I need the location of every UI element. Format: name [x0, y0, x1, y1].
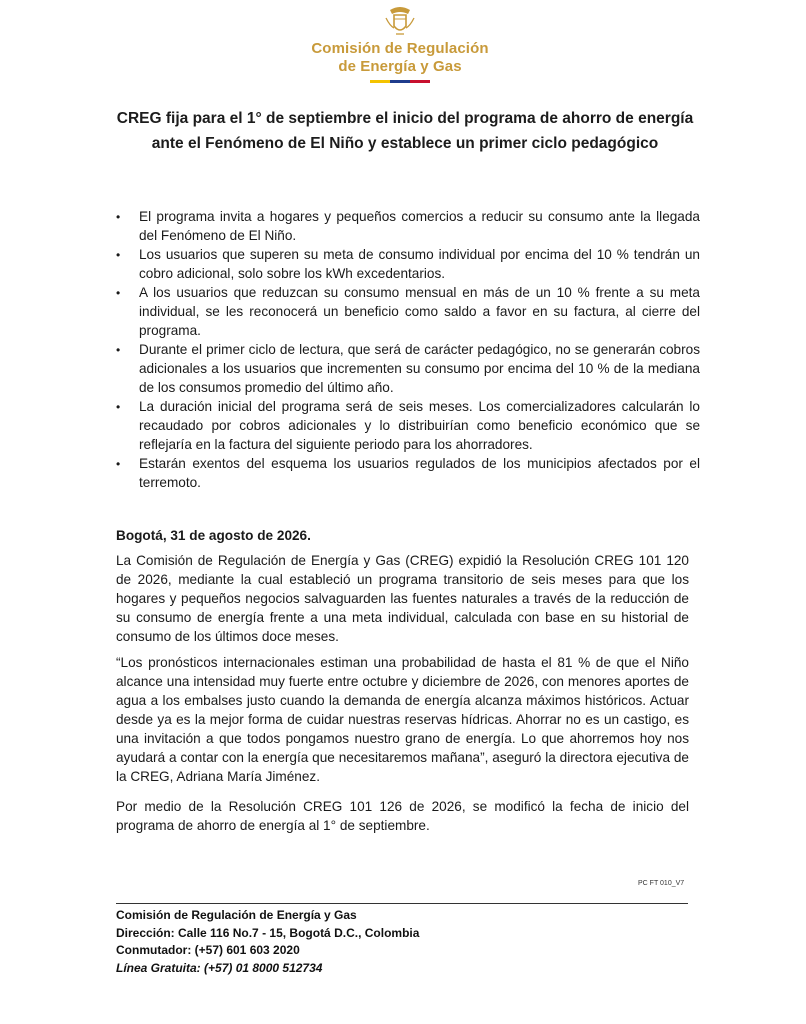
bullet-item — [112, 340, 700, 397]
quote-paragraph: “Los pronósticos internacionales estiman una probabilidad de hasta el 81 % de que el Niño alcance una intensidad muy fuerte entre octubre y diciembre de 2026, con menores aportes de agua a los embalses justo cuando la demanda de energía alcanza máximos históricos. Actuar desde ya es la mejor forma de cuidar nuestras reservas hídricas. Ahorrar no es un castigo, es una invitación a que todos pongamos nuestro grano de energía. Lo que ahorremos hoy nos ayudará a contar con la energía que necesitaremos mañana”, aseguró la directora ejecutiva de la CREG, Adriana María Jiménez. — [116, 655, 689, 784]
body-paragraph: Por medio de la Resolución CREG 101 126 de 2026, se modificó la fecha de inicio del programa de ahorro de energía al 1° de septiembre. — [116, 799, 689, 833]
bullet-icon: • — [116, 286, 121, 300]
bullet-text: La duración inicial del programa será de seis meses. Los comercializadores calcularán lo recaudado por cobros adicionales y lo distribuirían como beneficio económico que se reflejaría en la factura del siguiente periodo para los ahorradores. — [139, 399, 700, 452]
bullet-item — [112, 283, 700, 340]
bullet-icon: • — [116, 248, 121, 262]
bullet-text: El programa invita a hogares y pequeños comercios a reducir su consumo ante la llegada del Fenómeno de El Niño. — [139, 209, 700, 243]
flag-red — [410, 80, 430, 83]
flag-stripe — [370, 80, 430, 83]
bullet-icon: • — [116, 400, 121, 414]
bullet-text: Durante el primer ciclo de lectura, que será de carácter pedagógico, no se generarán cobros adicionales a los usuarios que incrementen su consumo por encima del 10 % de la mediana de los consumos promedio del último año. — [139, 342, 700, 395]
footer-contact — [116, 907, 616, 977]
bullet-item — [112, 454, 700, 492]
coat-of-arms-icon — [382, 4, 418, 40]
bullet-text: Los usuarios que superen su meta de consumo individual por encima del 10 % tendrán un cobro adicional, solo sobre los kWh excedentarios. — [139, 247, 700, 281]
footer-address: Dirección: Calle 116 No.7 - 15, Bogotá D.C., Colombia — [116, 925, 420, 940]
bullet-item — [112, 207, 700, 245]
dateline: Bogotá, 31 de agosto de 2026. — [116, 528, 311, 543]
footer-org: Comisión de Regulación de Energía y Gas — [116, 908, 357, 922]
bullet-text: A los usuarios que reduzcan su consumo mensual en más de un 10 % frente a su meta individual, se les reconocerá un beneficio como saldo a favor en su factura, al cierre del programa. — [139, 285, 700, 338]
bullet-icon: • — [116, 210, 121, 224]
headline: CREG fija para el 1° de septiembre el inicio del programa de ahorro de energía ante el Fenómeno de El Niño y establece un primer ciclo pedagógico — [116, 110, 694, 152]
logo-text-line2: de Energía y Gas — [338, 58, 462, 75]
footer-hotline: Línea Gratuita: (+57) 01 8000 512734 — [116, 960, 323, 975]
body-paragraph: La Comisión de Regulación de Energía y Gas (CREG) expidió la Resolución CREG 101 120 de 2026, mediante la cual estableció un programa transitorio de seis meses para que los hogares y pequeños negocios salvaguarden las fuentes naturales a través de la reducción de su consumo de energía frente a una meta individual, calculada con base en su historial de consumo de los últimos doce meses. — [116, 553, 689, 644]
bullet-item — [112, 245, 700, 283]
document-code: PC FT 010_V7 — [638, 880, 685, 887]
logo-text-line1: Comisión de Regulación — [311, 40, 489, 57]
footer-switchboard: Conmutador: (+57) 601 603 2020 — [116, 943, 300, 957]
creg-logo — [300, 4, 500, 83]
flag-blue — [390, 80, 410, 83]
bullet-item — [112, 397, 700, 454]
bullet-icon: • — [116, 457, 121, 471]
bullet-icon: • — [116, 343, 121, 357]
summary-bullets — [112, 207, 700, 492]
flag-yellow — [370, 80, 390, 83]
bullet-text: Estarán exentos del esquema los usuarios regulados de los municipios afectados por el terremoto. — [139, 456, 700, 490]
footer-divider — [116, 903, 688, 904]
